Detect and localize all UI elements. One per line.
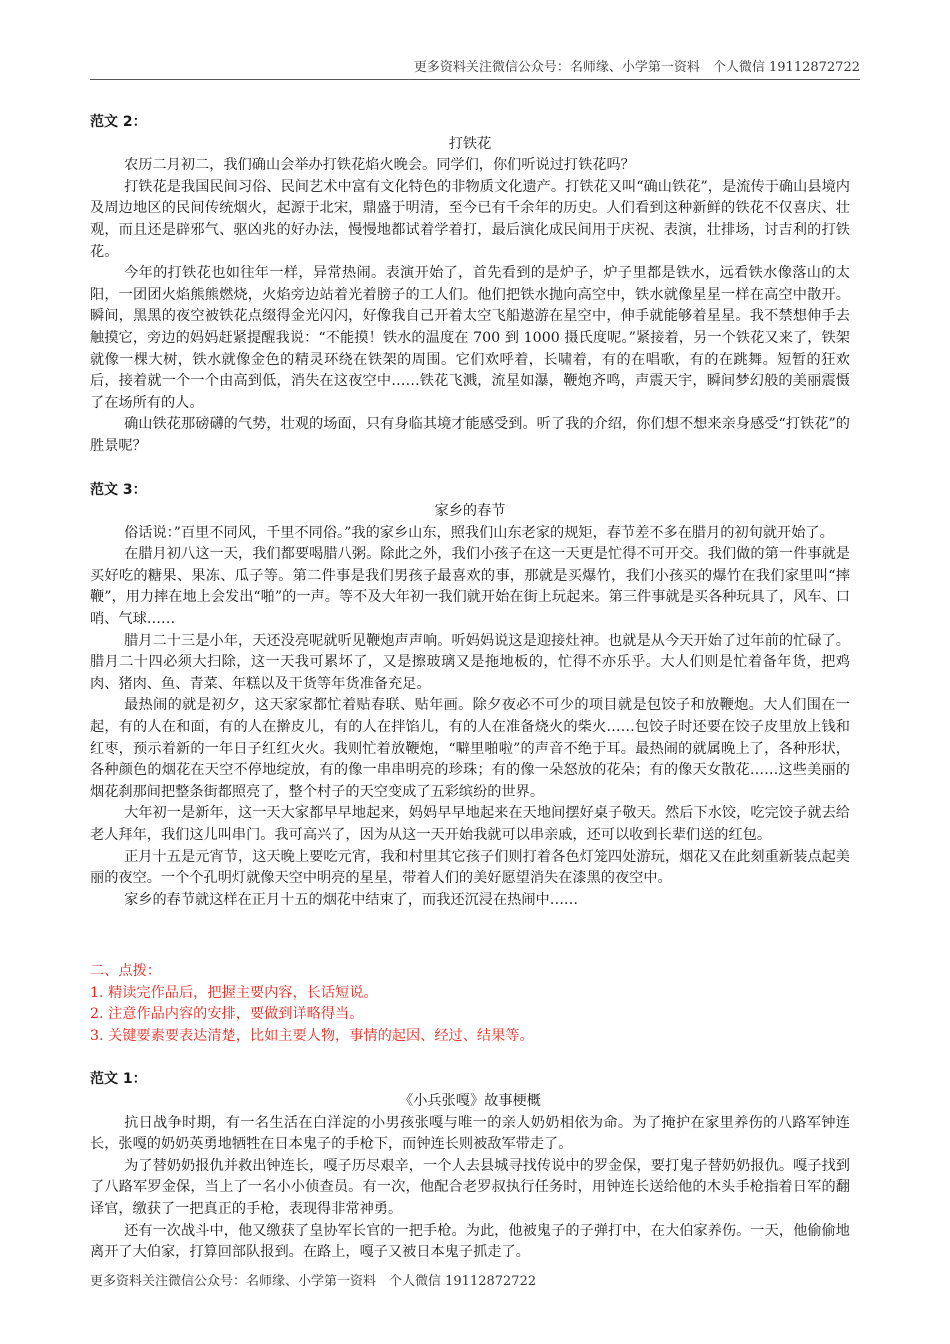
essay2-label: 范文 2： bbox=[90, 114, 147, 130]
essay3-paragraph: 腊月二十三是小年，天还没亮呢就听见鞭炮声声响。听妈妈说这是迎接灶神。也就是从今天开始了过年前的忙碌了。腊月二十四必须大扫除，这一天我可累坏了，又是擦玻璃又是拖地板的，忙得不亦乐乎。大人们则是忙着备年货，把鸡肉、猪肉、鱼、青菜、年糕以及干货等年货准备充足。 bbox=[90, 632, 850, 692]
essay3-paragraph: 家乡的春节就这样在正月十五的烟花中结束了，而我还沉浸在热闹中…… bbox=[124, 891, 579, 908]
essay3-paragraph: 正月十五是元宵节，这天晚上要吃元宵，我和村里其它孩子们则打着各色灯笼四处游玩，烟花又在此刻重新装点起美丽的夜空。一个个孔明灯就像天空中明亮的星星，带着人们的美好愿望消失在漆黑的夜空中。 bbox=[90, 848, 850, 887]
essay1-title: 《小兵张嘎》故事梗概 bbox=[399, 1092, 541, 1109]
essay2-paragraph: 今年的打铁花也如往年一样，异常热闹。表演开始了，首先看到的是炉子，炉子里都是铁水，远看铁水像落山的太阳，一团团火焰熊熊燃烧，火焰旁边站着光着膀子的工人们。他们把铁水抛向高空中，铁水就像星星一样在高空中散开。瞬间，黑黑的夜空被铁花点缀得金光闪闪，好像我自己开着太空飞船遨游在星空中，伸手就能够着星星。我不禁想伸手去触摸它，旁边的妈妈赶紧提醒我说：“不能摸！铁水的温度在 700 到 1000 摄氏度呢。”紧接着，另一个铁花又来了，铁架就像一棵大树，铁水就像金色的精灵环绕在铁架的周围。它们欢呼着，长啸着，有的在唱歌，有的在跳舞。短暂的狂欢后，接着就一个一个由高到低，消失在这夜空中……铁花飞溅，流星如瀑，鞭炮齐鸣，声震天宇，瞬间梦幻般的美丽震慑了在场所有的人。 bbox=[90, 265, 850, 411]
tips-item: 2. 注意作品内容的安排，要做到详略得当。 bbox=[90, 1006, 364, 1023]
essay3-paragraph: 在腊月初八这一天，我们都要喝腊八粥。除此之外，我们小孩子在这一天更是忙得不可开交。我们做的第一件事就是买好吃的糖果、果冻、瓜子等。第二件事是我们男孩子最喜欢的事，那就是买爆竹，我们小孩买的爆竹在我们家里叫“摔鞭”，用力摔在地上会发出“啪”的一声。等不及大年初一我们就开始在街上玩起来。第三件事就是买各种玩具了，风车、口哨、气球…… bbox=[90, 546, 850, 628]
essay2-paragraph: 确山铁花那磅礴的气势，壮观的场面，只有身临其境才能感受到。听了我的介绍，你们想不想来亲身感受“打铁花”的胜景呢？ bbox=[90, 416, 850, 454]
tips-item: 1. 精读完作品后，把握主要内容，长话短说。 bbox=[90, 984, 378, 1001]
essay1-paragraph: 为了替奶奶报仇并救出钟连长，嘎子历尽艰辛，一个人去县城寻找传说中的罗金保，要打鬼子替奶奶报仇。嘎子找到了八路军罗金保，当上了一名小小侦查员。有一次，他配合老罗叔执行任务时，用钟连长送给他的木头手枪指着日军的翻译官，缴获了一把真正的手枪，表现得非常神勇。 bbox=[90, 1157, 850, 1217]
essay2-paragraph: 农历二月初二，我们确山会举办打铁花焰火晚会。同学们，你们听说过打铁花吗？ bbox=[124, 157, 635, 174]
essay2-title: 打铁花 bbox=[448, 135, 492, 152]
essay3-paragraph: 大年初一是新年，这一天大家都早早地起来，妈妈早早地起来在天地间摆好桌子敬天。然后下水饺，吃完饺子就去给老人拜年，我们这儿叫串门。我可高兴了，因为从这一天开始我就可以串亲戚，还可以收到长辈们送的红包。 bbox=[90, 805, 850, 843]
tips-section bbox=[90, 961, 850, 1047]
essay3-paragraph: 俗话说：”百里不同风，千里不同俗。”我的家乡山东，照我们山东老家的规矩，春节差不多在腊月的初旬就开始了。 bbox=[124, 524, 834, 541]
document-body bbox=[90, 112, 850, 1264]
essay1-paragraph: 抗日战争时期，有一名生活在白洋淀的小男孩张嘎与唯一的亲人奶奶相依为命。为了掩护在家里养伤的八路军钟连长，张嘎的奶奶英勇地牺牲在日本鬼子的手枪下，而钟连长则被敌军带走了。 bbox=[90, 1114, 850, 1153]
page-footer: 更多资料关注微信公众号：名师缘、小学第一资料 个人微信 19112872722 bbox=[90, 1274, 537, 1289]
essay3-title: 家乡的春节 bbox=[434, 503, 506, 520]
essay1-label: 范文 1： bbox=[90, 1071, 147, 1088]
page-header: 更多资料关注微信公众号：名师缘、小学第一资料 个人微信 19112872722 bbox=[90, 56, 860, 80]
essay1-paragraph: 还有一次战斗中，他又缴获了皇协军长官的一把手枪。为此，他被鬼子的子弹打中，在大伯家养伤。一天，他偷偷地离开了大伯家，打算回部队报到。在路上，嘎子又被日本鬼子抓走了。 bbox=[90, 1222, 850, 1261]
tips-heading: 二、点拨： bbox=[90, 963, 161, 980]
essay3-paragraph: 最热闹的就是初夕，这天家家都忙着贴春联、贴年画。除夕夜必不可少的项目就是包饺子和放鞭炮。大人们围在一起，有的人在和面，有的人在擀皮儿，有的人在拌馅儿，有的人在准备烧火的柴火……包饺子时还要在饺子皮里放上钱和红枣，预示着新的一年日子红红火火。我则忙着放鞭炮，“噼里啪啦”的声音不绝于耳。最热闹的就属晚上了，各种形状，各种颜色的烟花在天空不停地绽放，有的像一串串明亮的珍珠；有的像一朵怒放的花朵；有的像天女散花……这些美丽的烟花刹那间把整条街都照亮了，整个村子的天空变成了五彩缤纷的世界。 bbox=[90, 697, 850, 800]
essay2-paragraph: 打铁花是我国民间习俗、民间艺术中富有文化特色的非物质文化遗产。打铁花又叫“确山铁花”，是流传于确山县境内及周边地区的民间传统烟火，起源于北宋，鼎盛于明清，至今已有千余年的历史。人们看到这种新鲜的铁花不仅喜庆、壮观，而且还是辟邪气、驱凶兆的好办法，慢慢地都试着学着打，最后演化成民间用于庆祝、表演，壮排场，讨吉利的打铁花。 bbox=[90, 178, 850, 260]
essay3-label: 范文 3： bbox=[90, 481, 147, 498]
tips-item: 3. 关键要素要表达清楚，比如主要人物，事情的起因、经过、结果等。 bbox=[90, 1027, 534, 1044]
